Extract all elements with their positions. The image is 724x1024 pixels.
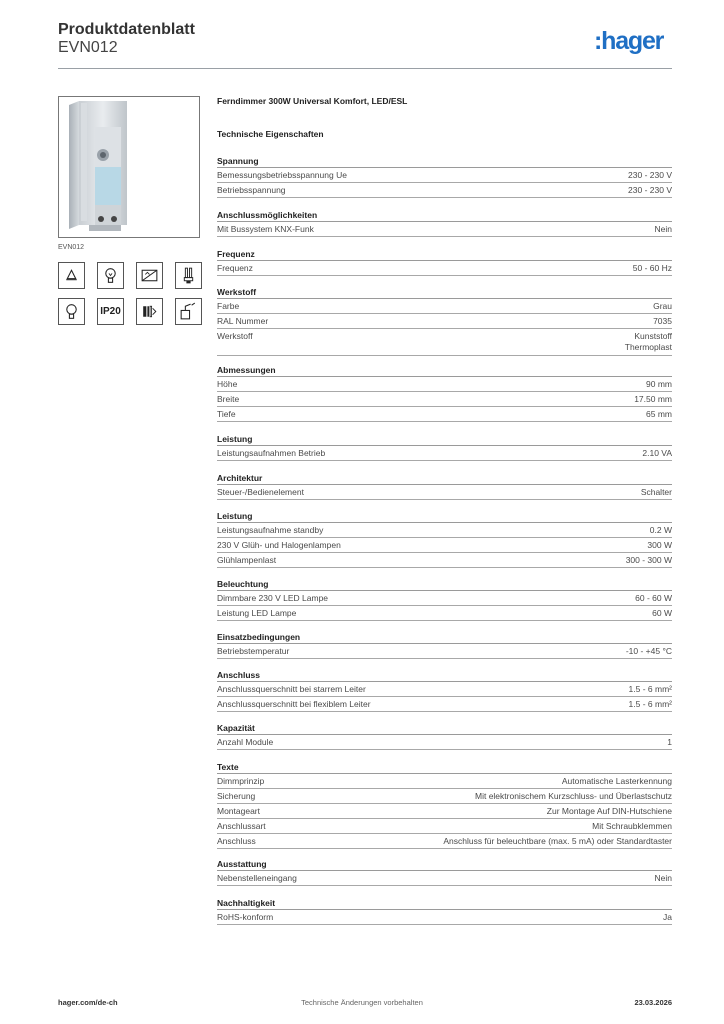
spec-label: Mit Bussystem KNX-Funk xyxy=(217,224,314,234)
spec-label: Frequenz xyxy=(217,263,253,273)
article-number: EVN012 xyxy=(58,39,118,56)
spec-label: Dimmbare 230 V LED Lampe xyxy=(217,593,329,603)
spec-row xyxy=(217,591,672,606)
spec-row xyxy=(217,789,672,804)
dimmer-symbol-icon xyxy=(136,262,163,289)
section-title: Werkstoff xyxy=(217,286,672,299)
din-rail-dimmer-illustration xyxy=(59,97,199,237)
spec-value: Grau xyxy=(653,301,672,311)
spec-label: Steuer-/Bedienelement xyxy=(217,487,304,497)
spec-row xyxy=(217,446,672,461)
spec-value xyxy=(625,331,672,353)
section-title: Abmessungen xyxy=(217,364,672,377)
section-title: Leistung xyxy=(217,433,672,446)
spec-row xyxy=(217,804,672,819)
spec-value: 50 - 60 Hz xyxy=(632,263,672,273)
footer-website-link[interactable]: hager.com/de-ch xyxy=(58,998,118,1007)
spec-value: Nein xyxy=(654,873,672,883)
spec-label: Leistungsaufnahme standby xyxy=(217,525,324,535)
footer-date: 23.03.2026 xyxy=(634,998,672,1007)
section-nachhaltigkeit xyxy=(217,897,672,925)
section-anschlussmoeglichkeiten xyxy=(217,209,672,237)
section-frequenz xyxy=(217,248,672,276)
section-architektur xyxy=(217,472,672,500)
footer-disclaimer: Technische Änderungen vorbehalten xyxy=(301,998,423,1007)
section-title: Nachhaltigkeit xyxy=(217,897,672,910)
spec-row xyxy=(217,697,672,712)
spec-row xyxy=(217,329,672,356)
spec-row xyxy=(217,553,672,568)
spec-value: Zur Montage Auf DIN-Hutschiene xyxy=(546,806,672,816)
bulb-icon xyxy=(97,262,124,289)
spec-row xyxy=(217,222,672,237)
spec-value: 0.2 W xyxy=(649,525,672,535)
spec-label: Breite xyxy=(217,394,240,404)
spec-label: Anschlussquerschnitt bei flexiblem Leiter xyxy=(217,699,371,709)
hager-logo[interactable]: :hager xyxy=(594,27,664,55)
spec-label: Farbe xyxy=(217,301,240,311)
spec-value: 2.10 VA xyxy=(642,448,672,458)
compact-fluorescent-icon xyxy=(136,298,163,325)
product-image xyxy=(58,96,200,238)
spec-value: Anschluss für beleuchtbare (max. 5 mA) oder Standardtaster xyxy=(443,836,672,846)
spec-row xyxy=(217,606,672,621)
section-texte xyxy=(217,761,672,849)
spec-value: 90 mm xyxy=(646,379,672,389)
spec-value: Mit elektronischem Kurzschluss- und Überlastschutz xyxy=(475,791,672,801)
spec-label: RoHS-konform xyxy=(217,912,274,922)
spec-row xyxy=(217,834,672,849)
section-title: Kapazität xyxy=(217,722,672,735)
spec-label: Montageart xyxy=(217,806,260,816)
section-title: Einsatzbedingungen xyxy=(217,631,672,644)
spec-value: Nein xyxy=(654,224,672,234)
section-title: Architektur xyxy=(217,472,672,485)
section-title: Texte xyxy=(217,761,672,774)
section-leistung xyxy=(217,433,672,461)
energy-saving-lamp-icon xyxy=(175,262,202,289)
section-einsatzbedingungen xyxy=(217,631,672,659)
spec-label: Anschlussquerschnitt bei starrem Leiter xyxy=(217,684,366,694)
section-leistung-2 xyxy=(217,510,672,568)
spec-label: RAL Nummer xyxy=(217,316,269,326)
section-title: Spannung xyxy=(217,155,672,168)
spec-value: 1.5 - 6 mm² xyxy=(628,684,672,694)
section-anschluss xyxy=(217,669,672,712)
spec-value: Mit Schraubklemmen xyxy=(592,821,672,831)
technical-properties-heading: Technische Eigenschaften xyxy=(217,129,324,139)
spec-row xyxy=(217,407,672,422)
spec-value: 65 mm xyxy=(646,409,672,419)
spec-row xyxy=(217,168,672,183)
spec-value: Ja xyxy=(663,912,672,922)
spec-value: 60 - 60 W xyxy=(635,593,672,603)
spec-row xyxy=(217,644,672,659)
spec-label: Werkstoff xyxy=(217,331,253,341)
product-name: Ferndimmer 300W Universal Komfort, LED/ESL xyxy=(217,96,408,106)
spec-label: 230 V Glüh- und Halogenlampen xyxy=(217,540,341,550)
spec-value: 17.50 mm xyxy=(634,394,672,404)
spec-row xyxy=(217,392,672,407)
spec-label: Dimmprinzip xyxy=(217,776,265,786)
spec-label: Bemessungsbetriebsspannung Ue xyxy=(217,170,347,180)
spec-label: Anschluss xyxy=(217,836,256,846)
spec-label: Anschlussart xyxy=(217,821,266,831)
section-title: Beleuchtung xyxy=(217,578,672,591)
lamp-shade-icon xyxy=(58,262,85,289)
section-spannung xyxy=(217,155,672,198)
spec-value: 7035 xyxy=(653,316,672,326)
section-title: Anschluss xyxy=(217,669,672,682)
led-bulb-icon xyxy=(58,298,85,325)
spec-row xyxy=(217,774,672,789)
spec-row xyxy=(217,485,672,500)
spec-value-line: Thermoplast xyxy=(624,342,672,352)
spec-value: -10 - +45 °C xyxy=(625,646,672,656)
section-beleuchtung xyxy=(217,578,672,621)
spec-value: Automatische Lasterkennung xyxy=(561,776,672,786)
ip-rating-label: IP20 xyxy=(100,306,121,317)
spec-value-line: Kunststoff xyxy=(634,331,672,341)
spec-row xyxy=(217,538,672,553)
spec-value: 1.5 - 6 mm² xyxy=(628,699,672,709)
pushbutton-icon xyxy=(175,298,202,325)
section-ausstattung xyxy=(217,858,672,886)
spec-label: Höhe xyxy=(217,379,238,389)
spec-row xyxy=(217,682,672,697)
spec-row xyxy=(217,871,672,886)
spec-label: Nebenstelleneingang xyxy=(217,873,297,883)
spec-row xyxy=(217,299,672,314)
spec-label: Sicherung xyxy=(217,791,256,801)
spec-row xyxy=(217,819,672,834)
spec-label: Betriebstemperatur xyxy=(217,646,290,656)
spec-label: Anzahl Module xyxy=(217,737,274,747)
spec-value: 60 W xyxy=(652,608,672,618)
spec-value: Schalter xyxy=(640,487,672,497)
document-title: Produktdatenblatt xyxy=(58,21,195,38)
product-image-caption: EVN012 xyxy=(58,244,85,251)
spec-label: Betriebsspannung xyxy=(217,185,286,195)
spec-row xyxy=(217,183,672,198)
section-title: Ausstattung xyxy=(217,858,672,871)
spec-value: 300 W xyxy=(647,540,672,550)
spec-value: 300 - 300 W xyxy=(625,555,672,565)
spec-value: 230 - 230 V xyxy=(628,170,672,180)
spec-value: 230 - 230 V xyxy=(628,185,672,195)
section-title: Leistung xyxy=(217,510,672,523)
spec-row xyxy=(217,314,672,329)
section-title: Frequenz xyxy=(217,248,672,261)
spec-row xyxy=(217,735,672,750)
section-kapazitaet xyxy=(217,722,672,750)
spec-label: Leistungsaufnahmen Betrieb xyxy=(217,448,326,458)
spec-label: Glühlampenlast xyxy=(217,555,277,565)
spec-label: Leistung LED Lampe xyxy=(217,608,297,618)
spec-value: 1 xyxy=(667,737,672,747)
spec-row xyxy=(217,261,672,276)
section-title: Anschlussmöglichkeiten xyxy=(217,209,672,222)
header-divider xyxy=(58,68,672,69)
section-abmessungen xyxy=(217,364,672,422)
spec-row xyxy=(217,523,672,538)
ip20-badge xyxy=(97,298,124,325)
spec-row xyxy=(217,910,672,925)
section-werkstoff xyxy=(217,286,672,356)
spec-label: Tiefe xyxy=(217,409,236,419)
spec-row xyxy=(217,377,672,392)
